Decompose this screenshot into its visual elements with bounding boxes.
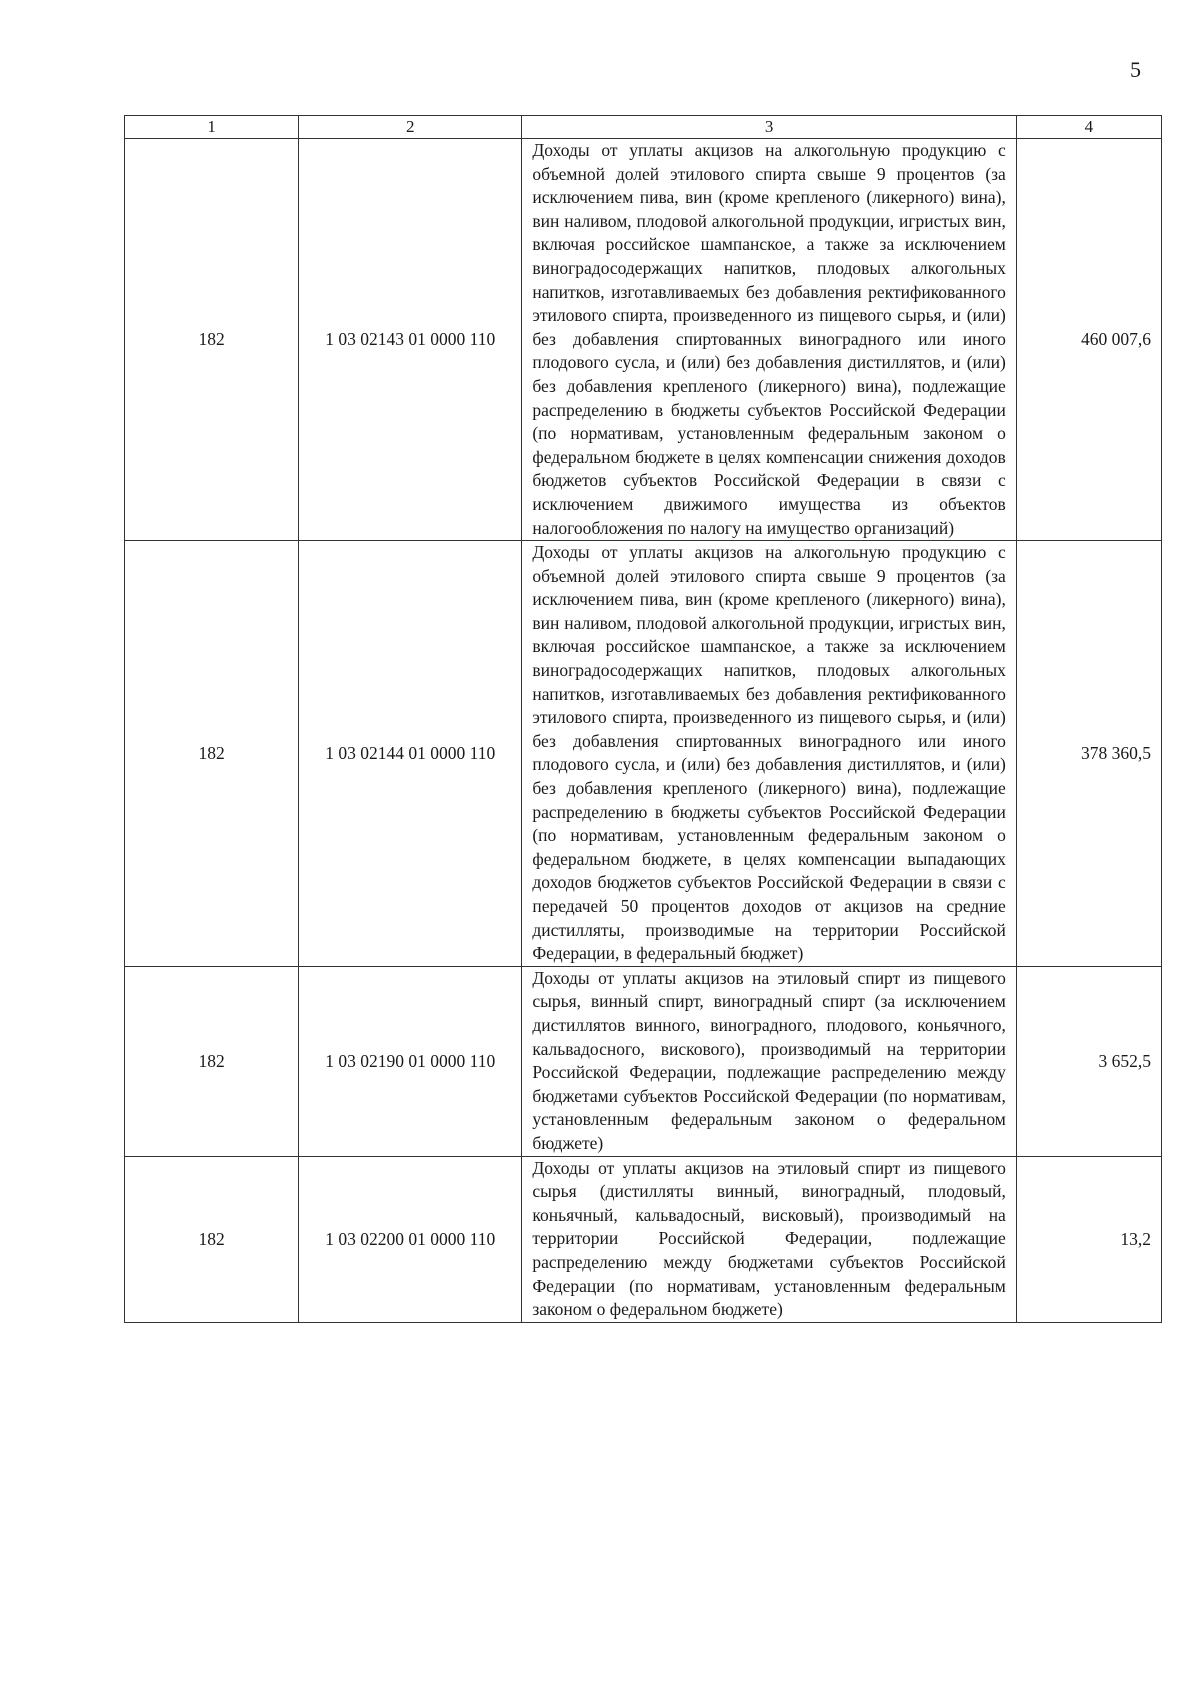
- budget-code-cell: 1 03 02190 01 0000 110: [299, 966, 522, 1156]
- page-number: 5: [1130, 57, 1141, 82]
- revenue-name-cell: [522, 139, 1016, 541]
- column-number-4: 4: [1016, 116, 1161, 139]
- table-row: [125, 1156, 1162, 1322]
- revenue-name-cell: [522, 1156, 1016, 1322]
- admin-code-cell: 182: [125, 541, 299, 967]
- revenue-name-cell: [522, 966, 1016, 1156]
- budget-code-cell: 1 03 02200 01 0000 110: [299, 1156, 522, 1322]
- revenue-name-text: Доходы от уплаты акцизов на алкогольную продукцию с объемной долей этилового спирта свыше 9 процентов (за исключением пива, вин (кроме крепленого (ликерного) вина), вин наливом, плодовой алкогольной продукции, игристых вин, включая российское шампанское, а также за исключением виноградосодержащих напитков, плодовых алкогольных напитков, изготавливаемых без добавления ректификованного этилового спирта, произведенного из пищевого сырья, и (или) без добавления спиртованных виноградного или иного плодового сусла, и (или) без добавления дистиллятов, и (или) без добавления крепленого (ликерного) вина), подлежащие распределению в бюджеты субъектов Российской Федерации (по нормативам, установленным федеральным законом о федеральном бюджете, в целях компенсации выпадающих доходов бюджетов субъектов Российской Федерации в связи с передачей 50 процентов доходов от акцизов на средние дистилляты, производимые на территории Российской Федерации, в федеральный бюджет): [532, 542, 1006, 964]
- admin-code-cell: 182: [125, 139, 299, 541]
- table-row: [125, 541, 1162, 967]
- column-number-3: 3: [522, 116, 1016, 139]
- admin-code-cell: 182: [125, 1156, 299, 1322]
- revenue-name-text: Доходы от уплаты акцизов на этиловый спирт из пищевого сырья (дистилляты винный, виноградный, плодовый, коньячный, кальвадосный, висковый), производимый на территории Российской Федерации, подлежащие распределению между бюджетами субъектов Российской Федерации (по нормативам, установленным федеральным законом о федеральном бюджете): [532, 1157, 1006, 1320]
- budget-code-cell: 1 03 02143 01 0000 110: [299, 139, 522, 541]
- revenue-table: [124, 115, 1162, 1323]
- table-header-row: [125, 116, 1162, 139]
- admin-code-cell: 182: [125, 966, 299, 1156]
- table-row: [125, 139, 1162, 541]
- budget-code-cell: 1 03 02144 01 0000 110: [299, 541, 522, 967]
- amount-cell: 3 652,5: [1016, 966, 1161, 1156]
- column-number-1: 1: [125, 116, 299, 139]
- revenue-name-text: Доходы от уплаты акцизов на этиловый спирт из пищевого сырья, винный спирт, виноградный спирт (за исключением дистиллятов винного, виноградного, плодового, коньячного, кальвадосного, вискового), производимый на территории Российской Федерации, подлежащие распределению между бюджетами субъектов Российской Федерации (по нормативам, установленным федеральным законом о федеральном бюджете): [532, 967, 1006, 1153]
- revenue-name-cell: [522, 541, 1016, 967]
- revenue-name-text: Доходы от уплаты акцизов на алкогольную продукцию с объемной долей этилового спирта свыше 9 процентов (за исключением пива, вин (кроме крепленого (ликерного) вина), вин наливом, плодовой алкогольной продукции, игристых вин, включая российское шампанское, а также за исключением виноградосодержащих напитков, плодовых алкогольных напитков, изготавливаемых без добавления ректификованного этилового спирта, произведенного из пищевого сырья, и (или) без добавления спиртованных виноградного или иного плодового сусла, и (или) без добавления дистиллятов, и (или) без добавления крепленого (ликерного) вина), подлежащие распределению в бюджеты субъектов Российской Федерации (по нормативам, установленным федеральным законом о федеральном бюджете в целях компенсации снижения доходов бюджетов субъектов Российской Федерации в связи с исключением движимого имущества из объектов налогообложения по налогу на имущество организаций): [532, 140, 1006, 538]
- amount-cell: 460 007,6: [1016, 139, 1161, 541]
- amount-cell: 378 360,5: [1016, 541, 1161, 967]
- amount-cell: 13,2: [1016, 1156, 1161, 1322]
- table-row: [125, 966, 1162, 1156]
- column-number-2: 2: [299, 116, 522, 139]
